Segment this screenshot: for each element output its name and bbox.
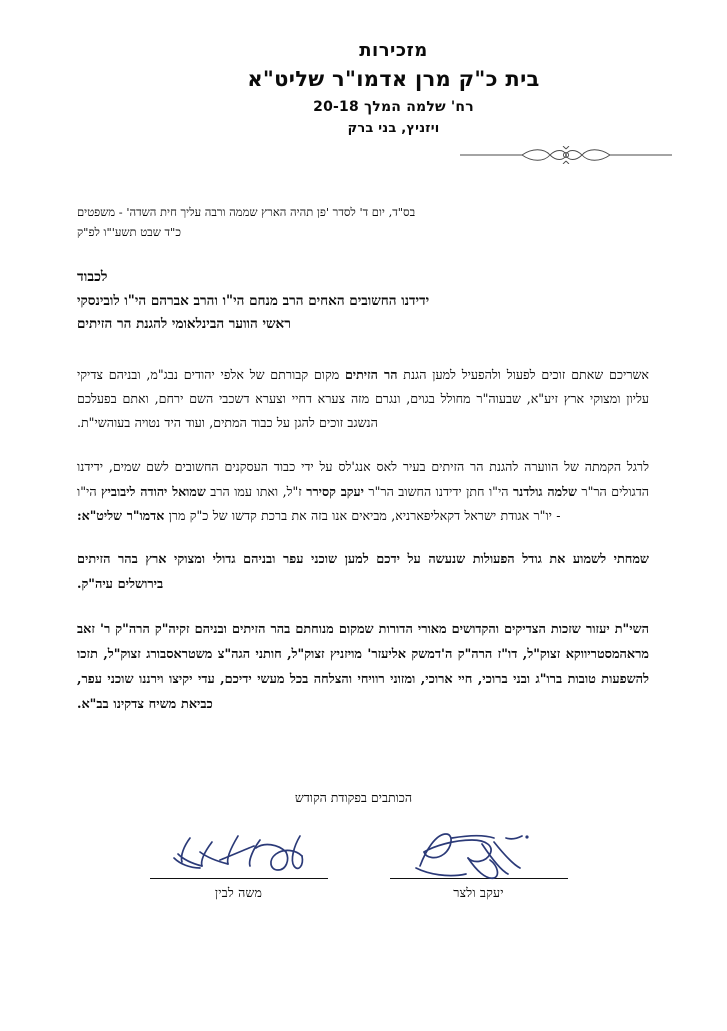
p2-text-g: הי"ו - יו"ר אגודת ישראל דקאליפארניא, מביאים אנו בזה את ברכת קדשו של כ"ק מרן (77, 483, 561, 523)
p2-name-leibowitz: שמואל יהודה ליבוביץ (101, 483, 206, 499)
letterhead-line-2: בית כ"ק מרן אדמו"ר שליט"א (247, 67, 540, 92)
addressee-block (77, 266, 649, 337)
dateline-line-1: בס"ד, יום ד' לסדר 'פן תהיה הארץ שממה ורבה עליך חית השדה' - משפטים (77, 205, 416, 219)
p1-text-a: אשריכם שאתם זוכים לפעול ולהפעיל למען הגנת (397, 366, 649, 382)
p2-name-goldner: שלמה גולדנר (512, 483, 577, 499)
paragraph-1 (77, 363, 649, 436)
p1-emphasis-mount-of-olives: הר הזיתים (344, 366, 398, 382)
signature-block-moshe-levin (150, 832, 328, 901)
signature-name-left: משה לבין (214, 885, 263, 900)
signature-heading: הכותבים בפקודת הקודש (294, 790, 413, 805)
letterhead (0, 38, 727, 140)
handwritten-signature-icon-left (150, 832, 328, 878)
p2-text-e: ז"ל, ואתו עמו הרב (205, 483, 307, 499)
p2-title-admor: אדמו"ר שליט"א: (77, 507, 165, 523)
paragraph-3-blessing-quote: שמחתי לשמוע את גודל הפעולות שנעשה על ידכם למען שוכני עפר ובניהם גדולי ומצוקי ארץ בהר הזיתים בירושלים עיה"ק. (77, 551, 649, 592)
handwritten-signature-icon-right (390, 832, 568, 878)
dateline-line-2: כ"ד שבט תשע'"ו לפ"ק (77, 225, 181, 240)
signature-row (0, 832, 727, 901)
letterhead-address: רח' שלמה המלך 20-18 (313, 98, 474, 115)
letter-body (77, 202, 649, 738)
signature-area (0, 790, 727, 901)
addressee-salutation: לכבוד (77, 269, 108, 286)
p2-text-a: לרגל הקמתה של הווערה להגנת הר הזיתים בעיר לאס אנג'לס על ידי כבוד העסקנים החשובים לשם שמים, ידידנו הדגולים הר"ר (77, 459, 649, 499)
signature-name-right: יעקב ולצר (453, 885, 504, 900)
letterhead-line-1: מזכירות (359, 40, 428, 61)
p2-text-c: הי"ו חתן ידידנו החשוב הר"ר (363, 483, 513, 499)
letterhead-city: ויזניץ, בני ברק (347, 121, 440, 137)
paragraph-2 (77, 455, 649, 528)
p2-name-kesirer: יעקב קסירר (306, 483, 364, 499)
paragraph-4-blessing: השי"ת יעזור שזכות הצדיקים והקדושים מאורי הדורות שמקום מנוחתם בהר הזיתים ובניהם זקיה"ק הרה"ק ר' זאב מראהמסטריווקא זצוק"ל, דו"ז הרה"ק ה'דמשק אליעזר' מויזניץ זצוק"ל, חותני הגה"צ משטראסבורג זצוק"ל, תזכו להשפעות טובות ברו"ג ובני ברוכי, חיי ארוכי, ומזוני רוויחי והצלחה בכל מעשי ידיכם, עדי יקיצו וירננו שוכני עפר, כביאת משיח צדקינו בב"א. (77, 621, 649, 712)
signature-block-yaakov-waltzer (390, 832, 568, 901)
floral-divider-icon (460, 145, 672, 165)
addressee-names: ידידנו החשובים האחים הרב מנחם הי"ו והרב אברהם הי"ו לובינסקי (77, 292, 430, 309)
dateline (77, 202, 649, 242)
p1-text-c: מקום קבורתם של אלפי יהודים נבג"מ, ובניהם צדיקי עליון ומצוקי ארץ זיע"א, שבעוה"ר מחולל בגוים, ונגרם מזה צערא דחיי וצערא דשכבי השם ירחם, ואתם בפעלכם הנשגב זוכים להגן על כבוד המתים, ועוד היד נטויה בעוהשי"ת. (77, 366, 649, 431)
addressee-role: ראשי הווער הבינלאומי להגנת הר הזיתים (77, 316, 291, 333)
